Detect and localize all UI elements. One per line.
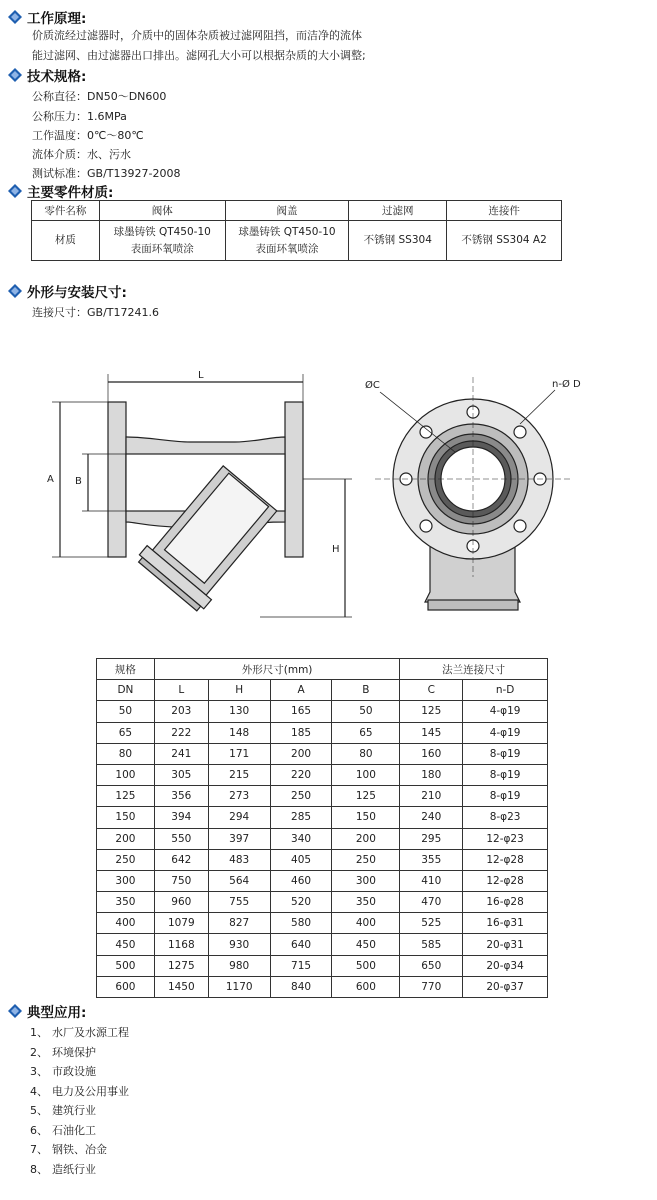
list-item [30, 1044, 96, 1060]
table-cell: 525 [400, 913, 463, 934]
table-cell: 1275 [154, 955, 208, 976]
table-cell: 770 [400, 976, 463, 997]
table-cell: 215 [208, 764, 270, 785]
table-cell: 450 [332, 934, 400, 955]
table-row [97, 955, 548, 976]
header-cell: 零件名称 [32, 201, 100, 221]
section-heading-specs [8, 66, 86, 84]
table-cell: 8-φ19 [463, 764, 548, 785]
table-cell: 1450 [154, 976, 208, 997]
table-row [97, 722, 548, 743]
table-cell: 16-φ31 [463, 913, 548, 934]
section-title: 工作原理: [27, 11, 87, 27]
table-cell: 640 [270, 934, 332, 955]
table-cell: 650 [400, 955, 463, 976]
table-cell: 564 [208, 870, 270, 891]
table-cell: 145 [400, 722, 463, 743]
table-cell: 755 [208, 892, 270, 913]
table-cell: 20-φ34 [463, 955, 548, 976]
label-B: B [75, 476, 82, 487]
table-cell: 300 [97, 870, 155, 891]
list-item-number: 3、 [30, 1065, 48, 1078]
table-cell: 1168 [154, 934, 208, 955]
label-L: L [198, 370, 204, 381]
spec-item: 测试标准：GB/T13927-2008 [32, 167, 181, 180]
table-cell: 220 [270, 764, 332, 785]
table-cell: 340 [270, 828, 332, 849]
table-cell: 160 [400, 743, 463, 764]
table-row [97, 976, 548, 997]
table-cell: 642 [154, 849, 208, 870]
section-title: 主要零件材质: [27, 185, 114, 201]
list-item [30, 1122, 96, 1138]
table-cell: 960 [154, 892, 208, 913]
table-cell: 200 [332, 828, 400, 849]
table-cell: 394 [154, 807, 208, 828]
list-item-number: 2、 [30, 1045, 48, 1059]
header-cell: n-D [463, 680, 548, 701]
label-C: ØC [365, 380, 380, 391]
body-material-line-1: 球墨铸铁 QT450-10 [113, 225, 211, 238]
table-row [97, 892, 548, 913]
body-material-line-2: 表面环氧喷涂 [130, 242, 194, 255]
table-cell: 222 [154, 722, 208, 743]
table-cell: 356 [154, 786, 208, 807]
dimensions-table [96, 658, 548, 998]
dimensions-subtitle: 连接尺寸：GB/T17241.6 [32, 306, 159, 319]
header-cell: 过滤网 [349, 201, 447, 221]
table-cell: 80 [97, 743, 155, 764]
list-item-text: 石油化工 [52, 1123, 96, 1137]
table-row [97, 764, 548, 785]
table-cell: 827 [208, 913, 270, 934]
table-cell: 50 [332, 701, 400, 722]
table-cell: 350 [332, 892, 400, 913]
table-header-row [32, 201, 562, 221]
table-cell: 171 [208, 743, 270, 764]
table-cell: 20-φ37 [463, 976, 548, 997]
table-cell: 20-φ31 [463, 934, 548, 955]
y-strainer-drawing-svg [30, 362, 590, 632]
table-cell: 350 [97, 892, 155, 913]
spec-item: 公称压力：1.6MPa [32, 110, 127, 123]
table-row [97, 828, 548, 849]
table-cell: 500 [97, 955, 155, 976]
header-cell: A [270, 680, 332, 701]
list-item-number: 6、 [30, 1123, 48, 1137]
table-cell: 8-φ19 [463, 743, 548, 764]
connector-material-cell: 不锈钢 SS304 A2 [447, 221, 562, 261]
table-row [32, 221, 562, 261]
table-cell: 200 [97, 828, 155, 849]
table-cell: 300 [332, 870, 400, 891]
table-cell: 273 [208, 786, 270, 807]
table-cell: 295 [400, 828, 463, 849]
table-cell: 600 [97, 976, 155, 997]
table-cell: 50 [97, 701, 155, 722]
section-title: 外形与安装尺寸: [27, 285, 127, 301]
header-cell: 阀体 [99, 201, 225, 221]
technical-drawing [30, 362, 590, 636]
table-cell: 1170 [208, 976, 270, 997]
table-cell: 355 [400, 849, 463, 870]
header-cell: C [400, 680, 463, 701]
table-cell: 165 [270, 701, 332, 722]
list-item [30, 1141, 107, 1157]
screen-material-cell: 不锈钢 SS304 [349, 221, 447, 261]
section-heading-dimensions [8, 282, 127, 300]
table-cell: 250 [270, 786, 332, 807]
spec-item: 工作温度：0℃～80℃ [32, 129, 144, 142]
table-cell: 840 [270, 976, 332, 997]
table-cell: 250 [332, 849, 400, 870]
list-item-text: 钢铁、冶金 [52, 1143, 107, 1156]
list-item-text: 环境保护 [52, 1045, 96, 1059]
table-cell: 520 [270, 892, 332, 913]
table-cell: 200 [270, 743, 332, 764]
table-cell: 580 [270, 913, 332, 934]
table-cell: 16-φ28 [463, 892, 548, 913]
cover-material-line-1: 球墨铸铁 QT450-10 [238, 225, 336, 238]
table-cell: 148 [208, 722, 270, 743]
list-item-number: 5、 [30, 1104, 48, 1117]
table-cell: 400 [332, 913, 400, 934]
table-cell: 80 [332, 743, 400, 764]
table-cell: 8-φ19 [463, 786, 548, 807]
header-cell: 规格 [97, 659, 155, 680]
table-cell: 460 [270, 870, 332, 891]
label-nD: n-Ø D [552, 379, 581, 390]
table-cell: 12-φ28 [463, 849, 548, 870]
list-item-text: 造纸行业 [52, 1162, 96, 1176]
section-heading-applications [8, 1002, 86, 1020]
table-cell: 125 [400, 701, 463, 722]
table-cell: 250 [97, 849, 155, 870]
table-row [97, 913, 548, 934]
list-item [30, 1063, 96, 1079]
header-cell: 外形尺寸(mm) [154, 659, 399, 680]
table-cell: 100 [332, 764, 400, 785]
header-cell: L [154, 680, 208, 701]
list-item-text: 市政设施 [52, 1065, 96, 1078]
table-cell: 483 [208, 849, 270, 870]
table-cell: 100 [97, 764, 155, 785]
table-cell: 285 [270, 807, 332, 828]
section-heading-principle [8, 8, 86, 26]
cover-material-cell [225, 221, 349, 261]
table-cell: 715 [270, 955, 332, 976]
header-cell: 法兰连接尺寸 [400, 659, 548, 680]
table-cell: 405 [270, 849, 332, 870]
table-cell: 240 [400, 807, 463, 828]
label-H: H [332, 544, 340, 555]
table-cell: 500 [332, 955, 400, 976]
list-item-number: 4、 [30, 1084, 48, 1098]
section-title: 典型应用: [27, 1005, 87, 1021]
table-cell: 397 [208, 828, 270, 849]
table-header-row [97, 680, 548, 701]
diamond-bullet-icon [8, 184, 22, 198]
row-label: 材质 [32, 221, 100, 261]
table-row [97, 807, 548, 828]
principle-line-2: 能过滤网、由过滤器出口排出。滤网孔大小可以根据杂质的大小调整; [32, 49, 366, 62]
list-item-text: 水厂及水源工程 [52, 1026, 129, 1039]
table-cell: 65 [97, 722, 155, 743]
table-cell: 241 [154, 743, 208, 764]
table-header-row [97, 659, 548, 680]
table-cell: 4-φ19 [463, 722, 548, 743]
table-row [97, 701, 548, 722]
header-cell: B [332, 680, 400, 701]
header-cell: H [208, 680, 270, 701]
header-cell: DN [97, 680, 155, 701]
table-cell: 12-φ28 [463, 870, 548, 891]
diamond-bullet-icon [8, 10, 22, 24]
list-item-number: 7、 [30, 1143, 48, 1156]
table-row [97, 849, 548, 870]
list-item [30, 1102, 96, 1118]
diamond-bullet-icon [8, 68, 22, 82]
list-item-text: 建筑行业 [52, 1104, 96, 1117]
parts-material-table [31, 200, 562, 261]
principle-line-1: 价质流经过滤器时，介质中的固体杂质被过滤网阻挡，而洁净的流体 [32, 29, 362, 42]
label-A: A [47, 474, 54, 485]
table-cell: 750 [154, 870, 208, 891]
table-cell: 125 [97, 786, 155, 807]
table-row [97, 743, 548, 764]
table-row [97, 934, 548, 955]
table-row [97, 786, 548, 807]
table-cell: 294 [208, 807, 270, 828]
table-cell: 585 [400, 934, 463, 955]
list-item [30, 1161, 96, 1177]
diamond-bullet-icon [8, 1004, 22, 1018]
table-cell: 130 [208, 701, 270, 722]
diamond-bullet-icon [8, 284, 22, 298]
header-cell: 阀盖 [225, 201, 349, 221]
table-cell: 980 [208, 955, 270, 976]
cover-material-line-2: 表面环氧喷涂 [255, 242, 319, 255]
table-cell: 470 [400, 892, 463, 913]
body-material-cell [99, 221, 225, 261]
list-item-number: 1、 [30, 1026, 48, 1039]
table-cell: 410 [400, 870, 463, 891]
table-cell: 125 [332, 786, 400, 807]
list-item-text: 电力及公用事业 [52, 1084, 129, 1098]
list-item-number: 8、 [30, 1162, 48, 1176]
header-cell: 连接件 [447, 201, 562, 221]
spec-item: 公称直径：DN50～DN600 [32, 90, 167, 103]
table-cell: 4-φ19 [463, 701, 548, 722]
table-cell: 12-φ23 [463, 828, 548, 849]
section-title: 技术规格: [27, 69, 87, 85]
spec-item: 流体介质：水、污水 [32, 148, 131, 161]
table-row [97, 870, 548, 891]
table-cell: 65 [332, 722, 400, 743]
list-item [30, 1024, 129, 1040]
table-cell: 550 [154, 828, 208, 849]
table-cell: 150 [332, 807, 400, 828]
table-cell: 930 [208, 934, 270, 955]
table-cell: 600 [332, 976, 400, 997]
table-cell: 305 [154, 764, 208, 785]
table-cell: 150 [97, 807, 155, 828]
table-cell: 1079 [154, 913, 208, 934]
table-cell: 400 [97, 913, 155, 934]
table-cell: 210 [400, 786, 463, 807]
table-cell: 450 [97, 934, 155, 955]
section-heading-parts [8, 182, 113, 200]
table-cell: 8-φ23 [463, 807, 548, 828]
table-cell: 185 [270, 722, 332, 743]
table-cell: 203 [154, 701, 208, 722]
table-cell: 180 [400, 764, 463, 785]
list-item [30, 1083, 129, 1099]
